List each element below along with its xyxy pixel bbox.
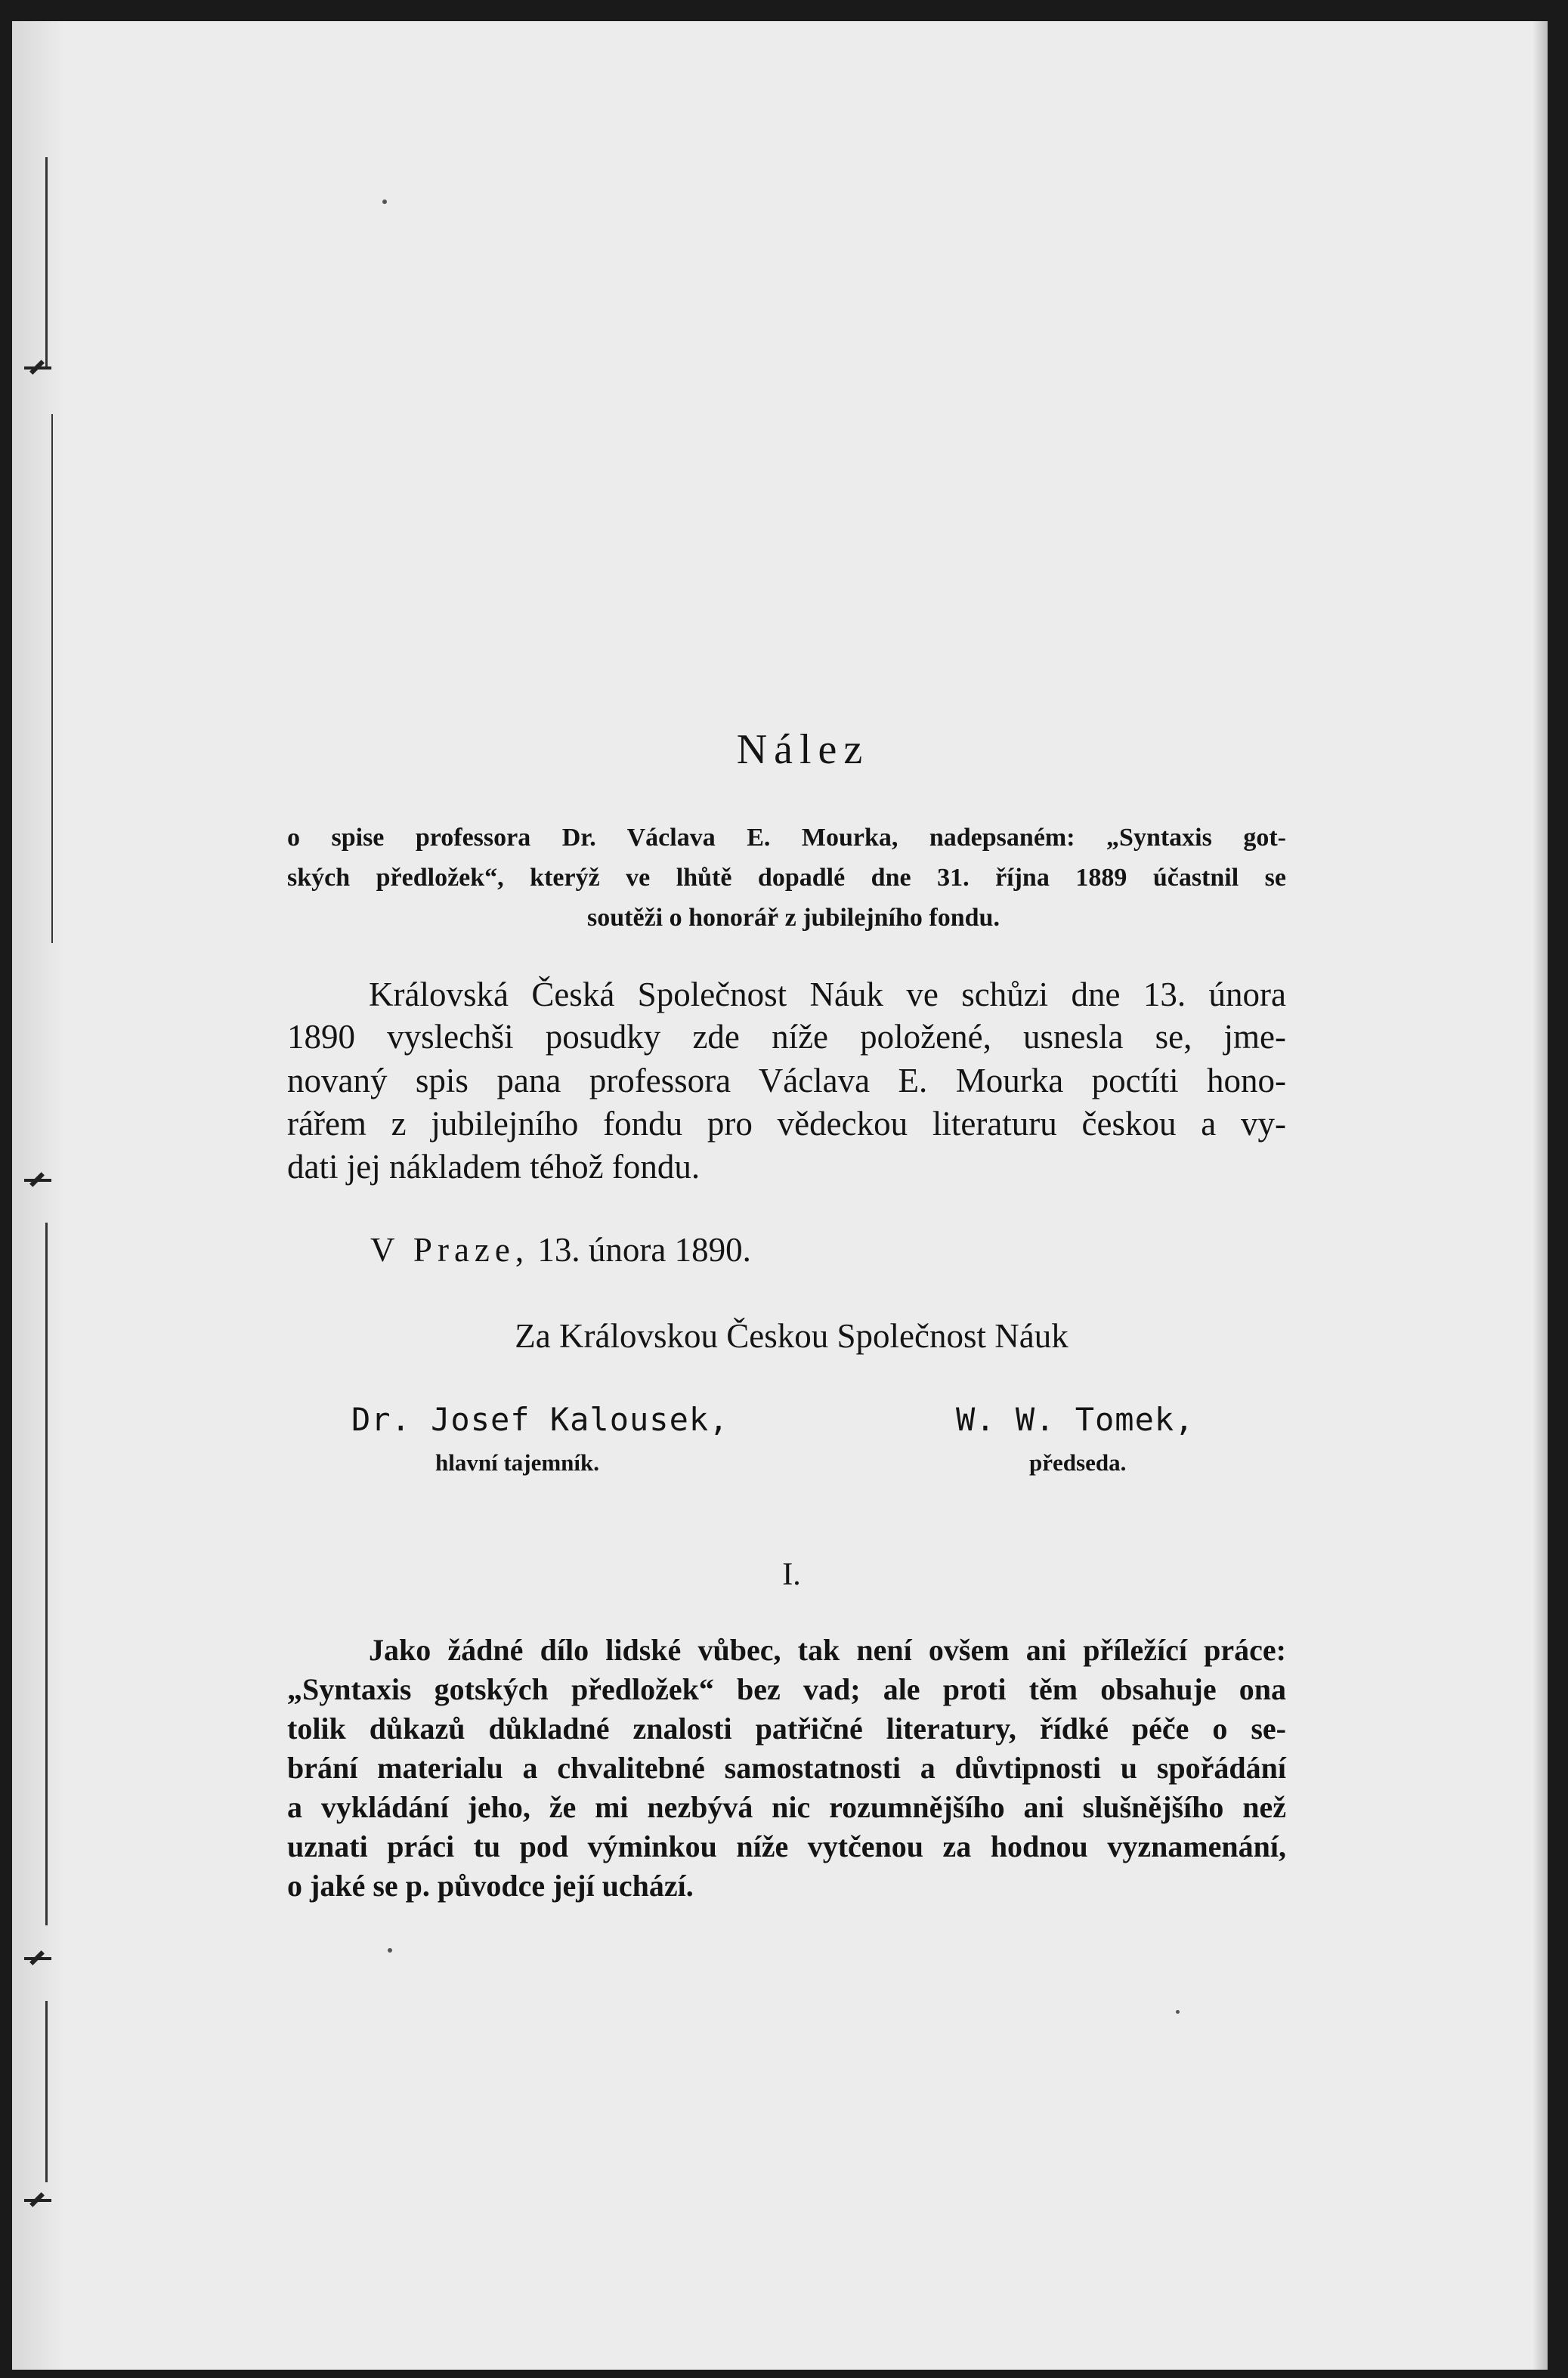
resolution-line: Královská Česká Společnost Náuk ve schůzi dne 13. února xyxy=(369,976,1286,1013)
page-edge-shadow xyxy=(1532,21,1548,2370)
section-line: uznati práci tu pod výminkou níže vytčenou za hodnou vyznamenání, xyxy=(287,1829,1286,1863)
print-speck xyxy=(382,199,387,204)
binding-line xyxy=(51,414,53,943)
intro-line: o spise professora Dr. Václava E. Mourka, nadepsaném: „Syntaxis got- xyxy=(287,824,1286,852)
section-line: brání materialu a chvalitebné samostatnosti a důvtipnosti u spořádání xyxy=(287,1751,1286,1785)
place-date xyxy=(370,1230,751,1269)
section-line: o jaké se p. původce její uchází. xyxy=(287,1869,694,1903)
binding-line xyxy=(45,2001,48,2182)
binding-arrow-icon xyxy=(21,1177,57,1183)
signatory-name: Dr. Josef Kalousek, xyxy=(351,1401,729,1438)
place: V Praze, xyxy=(370,1231,530,1269)
document-title: Nález xyxy=(736,726,870,773)
signatory-role: předseda. xyxy=(1029,1449,1127,1476)
date: 13. února 1890. xyxy=(537,1231,751,1269)
signatory-name: W. W. Tomek, xyxy=(956,1401,1195,1438)
section-line: a vykládání jeho, že mi nezbývá nic rozumnějšího ani slušnějšího než xyxy=(287,1790,1286,1824)
intro-line: soutěži o honorář z jubilejního fondu. xyxy=(587,904,1000,932)
society-heading: Za Královskou Českou Společnost Náuk xyxy=(515,1317,1069,1355)
resolution-line: 1890 vyslechši posudky zde níže položené, usnesla se, jme- xyxy=(287,1018,1286,1056)
section-line: Jako žádné dílo lidské vůbec, tak není ovšem ani příležící práce: xyxy=(369,1633,1286,1667)
signatory-role: hlavní tajemník. xyxy=(435,1449,600,1476)
print-speck xyxy=(1176,2010,1180,2014)
resolution-line: dati jej nákladem téhož fondu. xyxy=(287,1148,700,1186)
resolution-line: novaný spis pana professora Václava E. Mourka poctíti hono- xyxy=(287,1062,1286,1099)
resolution-line: rářem z jubilejního fondu pro vědeckou literaturu českou a vy- xyxy=(287,1105,1286,1143)
section-numeral: I. xyxy=(782,1557,801,1592)
binding-arrow-icon xyxy=(21,2197,57,2203)
binding-edge xyxy=(12,21,65,2370)
section-line: „Syntaxis gotských předložek“ bez vad; ale proti těm obsahuje ona xyxy=(287,1672,1286,1706)
binding-line xyxy=(45,157,48,369)
section-line: tolik důkazů důkladné znalosti patřičné literatury, řídké péče o se- xyxy=(287,1712,1286,1746)
document-page xyxy=(12,21,1548,2370)
print-speck xyxy=(388,1948,392,1953)
binding-arrow-icon xyxy=(21,1956,57,1962)
intro-line: ských předložek“, kterýž ve lhůtě dopadlé dne 31. října 1889 účastnil se xyxy=(287,864,1286,892)
binding-arrow-icon xyxy=(21,365,57,371)
